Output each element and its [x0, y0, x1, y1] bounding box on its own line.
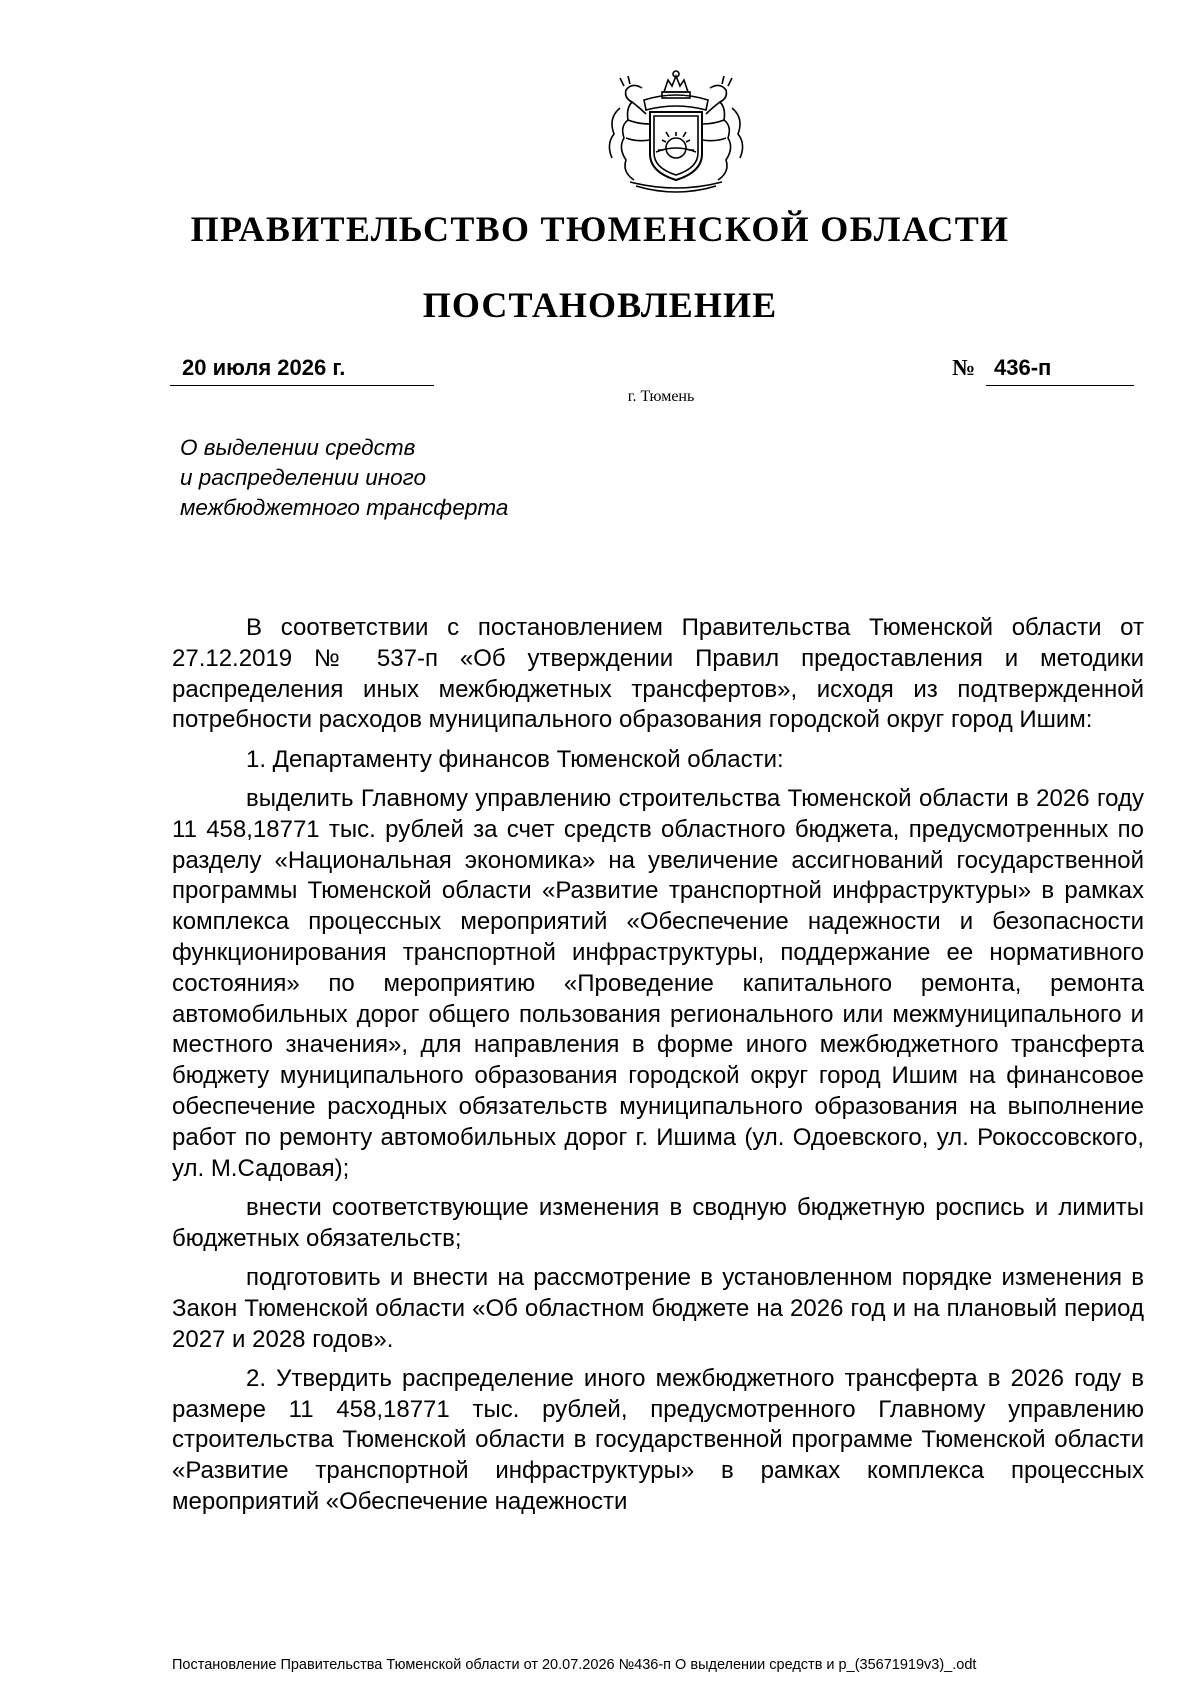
body-paragraph: 1. Департаменту финансов Тюменской области: — [246, 745, 784, 773]
body-paragraph: подготовить и внести на рассмотрение в установленном порядке изменения в Закон Тюменской области «Об областном бюджете на 2026 год и на плановый период 2027 и 2028 годов». — [172, 1263, 1144, 1353]
city-label: г. Тюмень — [627, 388, 695, 405]
body-paragraph: выделить Главному управлению строительства Тюменской области в 2026 году 11 458,18771 тыс. рублей за счет средств областного бюджета, предусмотренных по разделу «Национальная экономика» на увеличение ассигнований государственной программы Тюменской области «Развитие транспортной инфраструктуры» в рамках комплекса процессных мероприятий «Обеспечение надежности и безопасности функционирования транспортной инфраструктуры, поддержание ее нормативного состояния» по мероприятию «Проведение капитального ремонта, ремонта автомобильных дорог общего пользования регионального или межмуниципального и местного значения», для направления в форме иного межбюджетного трансферта бюджету муниципального образования городской округ город Ишим на финансовое обеспечение расходных обязательств муниципального образования на выполнение работ по ремонту автомобильных дорог г. Ишима (ул. Одоевского, ул. Рокоссовского, ул. М.Садовая); — [172, 784, 1144, 1182]
subject-line: и распределении иного — [180, 465, 427, 490]
subject-line: межбюджетного трансферта — [180, 495, 509, 520]
page-footer: Постановление Правительства Тюменской области от 20.07.2026 №436-п О выделении средств и р_(35671919v3)_.odt — [172, 1657, 977, 1673]
document-body — [172, 613, 1144, 1526]
government-title: ПРАВИТЕЛЬСТВО ТЮМЕНСКОЙ ОБЛАСТИ — [190, 209, 1010, 249]
document-type-title: ПОСТАНОВЛЕНИЕ — [422, 285, 778, 325]
subject-line: О выделении средств — [180, 435, 416, 460]
body-paragraph: внести соответствующие изменения в сводную бюджетную роспись и лимиты бюджетных обязательств; — [172, 1193, 1144, 1252]
body-paragraph: В соответствии с постановлением Правительства Тюменской области от 27.12.2019 № 537-п «Об утверждении Правил предоставления и методики распределения иных межбюджетных трансфертов», исходя из подтвержденной потребности расходов муниципального образования городской округ город Ишим: — [172, 614, 1144, 734]
document-subject — [180, 433, 680, 523]
number-field — [986, 355, 1134, 386]
body-paragraph: 2. Утвердить распределение иного межбюджетного трансферта в 2026 году в размере 11 458,18771 тыс. рублей, предусмотренного Главному управлению строительства Тюменской области в государственной программе Тюменской области «Развитие транспортной инфраструктуры» в рамках комплекса процессных мероприятий «Обеспечение надежности — [172, 1364, 1144, 1516]
number-sign: № — [952, 355, 976, 380]
coat-of-arms-emblem — [596, 68, 756, 198]
document-date: 20 июля 2026 г. — [182, 355, 346, 380]
date-field — [170, 355, 434, 386]
document-number: 436-п — [994, 355, 1052, 380]
